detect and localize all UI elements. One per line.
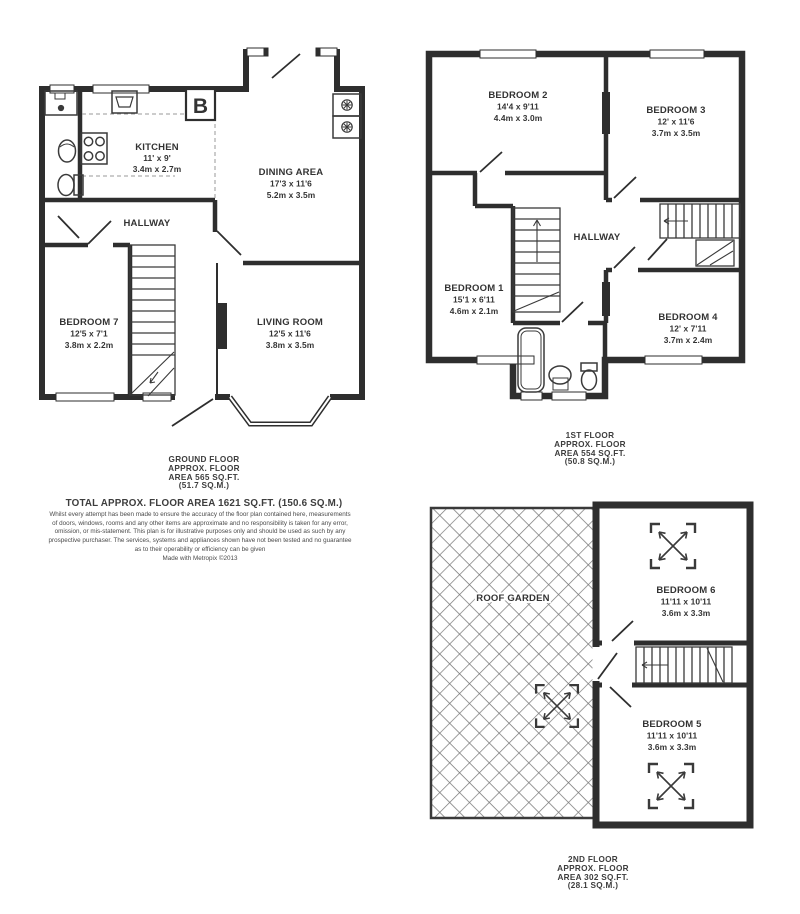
svg-text:4.6m x 2.1m: 4.6m x 2.1m [449, 306, 499, 316]
staircase-first-up [660, 204, 740, 266]
room-label-hallway-ground [124, 218, 171, 229]
caption-line: AREA 302 SQ.FT. [557, 872, 629, 882]
svg-text:11'11 x 10'11: 11'11 x 10'11 [660, 596, 712, 607]
sink-icon [549, 366, 571, 390]
svg-text:HALLWAY: HALLWAY [573, 232, 621, 243]
room-label-bedroom1 [444, 283, 504, 316]
radiator-block-1 [602, 92, 610, 134]
room-label-bedroom7 [59, 317, 118, 350]
svg-text:3.6m x 3.3m: 3.6m x 3.3m [647, 742, 697, 752]
svg-text:BEDROOM 3: BEDROOM 3 [646, 105, 706, 116]
caption-line: APPROX. FLOOR [557, 863, 629, 873]
kitchen-sink-icon [112, 91, 137, 113]
ground-doors [58, 54, 300, 426]
svg-text:12'5 x 7'1: 12'5 x 7'1 [70, 328, 108, 339]
garden-door-opening [593, 647, 600, 681]
svg-text:KITCHEN: KITCHEN [135, 142, 179, 153]
washer-icon [333, 94, 361, 138]
svg-text:12' x 11'6: 12' x 11'6 [657, 116, 695, 127]
svg-text:12' x 7'11: 12' x 7'11 [669, 323, 707, 334]
boiler-icon [186, 89, 215, 120]
radiator-block-2 [602, 282, 610, 316]
disclaimer-line: prospective purchaser. The services, systems and appliances shown have not been tested and no guarantee [48, 537, 352, 545]
second-floor-plan [420, 495, 800, 855]
svg-text:17'3 x 11'6: 17'3 x 11'6 [270, 178, 312, 189]
svg-text:14'4 x 9'11: 14'4 x 9'11 [497, 101, 539, 112]
svg-text:LIVING ROOM: LIVING ROOM [256, 317, 324, 328]
caption-line: (50.8 SQ.M.) [564, 457, 616, 467]
toilet-icon [581, 363, 597, 390]
disclaimer-line: as to their operability or efficiency can be given [134, 545, 266, 553]
svg-text:DINING AREA: DINING AREA [258, 167, 324, 178]
first-floor-caption [490, 432, 690, 467]
room-label-bedroom6 [656, 585, 715, 618]
caption-line: 2ND FLOOR [567, 855, 618, 864]
second-outer-walls [596, 505, 750, 825]
svg-text:3.6m x 3.3m: 3.6m x 3.3m [661, 608, 711, 618]
disclaimer-line: Whilst every attempt has been made to ensure the accuracy of the floor plan contained here, measurements [49, 511, 351, 518]
caption-line: (51.7 SQ.M.) [178, 481, 230, 491]
bay-window [230, 397, 330, 424]
room-label-bedroom2 [488, 90, 547, 123]
chimney-breast [217, 303, 227, 349]
caption-line: AREA 554 SQ.FT. [554, 448, 626, 458]
room-label-dining-area [259, 167, 324, 200]
caption-line: AREA 565 SQ.FT. [168, 472, 240, 482]
svg-text:BEDROOM 2: BEDROOM 2 [488, 90, 548, 101]
svg-text:11' x 9': 11' x 9' [143, 153, 171, 163]
svg-text:BEDROOM 5: BEDROOM 5 [642, 719, 702, 730]
svg-text:BEDROOM 1: BEDROOM 1 [444, 283, 504, 294]
svg-text:15'1 x 6'11: 15'1 x 6'11 [453, 294, 495, 305]
svg-text:ROOF GARDEN: ROOF GARDEN [476, 593, 550, 604]
svg-text:4.4m x 3.0m: 4.4m x 3.0m [493, 113, 543, 123]
svg-text:11'11 x 10'11: 11'11 x 10'11 [646, 730, 698, 741]
first-floor-plan [420, 30, 800, 440]
svg-text:3.8m x 2.2m: 3.8m x 2.2m [64, 340, 114, 350]
caption-line: APPROX. FLOOR [554, 439, 626, 449]
caption-line: (28.1 SQ.M.) [567, 881, 619, 891]
boiler-label: B [192, 95, 209, 118]
svg-text:5.2m x 3.5m: 5.2m x 3.5m [266, 190, 316, 200]
disclaimer-line: of doors, windows, rooms and any other items are approximate and no responsibility is taken for any error, [52, 519, 348, 527]
disclaimer-line: omission, or mis-statement. This plan is for illustrative purposes only and should be used as such by any [54, 528, 346, 536]
caption-line: APPROX. FLOOR [168, 463, 240, 473]
svg-text:BEDROOM 4: BEDROOM 4 [658, 312, 718, 323]
ground-floor-caption [54, 456, 354, 491]
disclaimer-text [0, 511, 400, 563]
cloakroom-fixtures [45, 91, 83, 196]
staircase-first-down [513, 208, 560, 312]
room-label-living-room [257, 317, 323, 350]
svg-text:BEDROOM 6: BEDROOM 6 [656, 585, 716, 596]
room-label-roof-garden [476, 593, 549, 604]
room-label-bedroom4 [658, 312, 718, 345]
svg-text:HALLWAY: HALLWAY [123, 218, 171, 229]
svg-text:3.7m x 3.5m: 3.7m x 3.5m [651, 128, 701, 138]
svg-text:12'5 x 11'6: 12'5 x 11'6 [269, 328, 311, 339]
svg-text:3.4m x 2.7m: 3.4m x 2.7m [132, 164, 182, 174]
svg-text:3.7m x 2.4m: 3.7m x 2.4m [663, 335, 713, 345]
svg-text:BEDROOM 7: BEDROOM 7 [59, 317, 119, 328]
caption-line: 1ST FLOOR [565, 431, 615, 440]
staircase-ground [130, 245, 175, 396]
roof-garden [431, 508, 596, 818]
second-floor-caption [493, 856, 693, 891]
sink-icon [45, 91, 77, 115]
ground-floor-plan [0, 0, 400, 457]
total-area-line: TOTAL APPROX. FLOOR AREA 1621 SQ.FT. (150.6 SQ.M.) [65, 498, 343, 509]
room-label-bedroom3 [646, 105, 705, 138]
room-label-bedroom5 [642, 719, 702, 752]
svg-text:3.8m x 3.5m: 3.8m x 3.5m [265, 340, 315, 350]
disclaimer-line: Made with Metropix ©2013 [162, 554, 238, 562]
basin-icon [59, 140, 76, 162]
caption-line: GROUND FLOOR [168, 455, 240, 464]
room-label-kitchen [133, 142, 182, 174]
room-label-hallway-first [574, 232, 621, 243]
hob-icon [81, 133, 107, 164]
